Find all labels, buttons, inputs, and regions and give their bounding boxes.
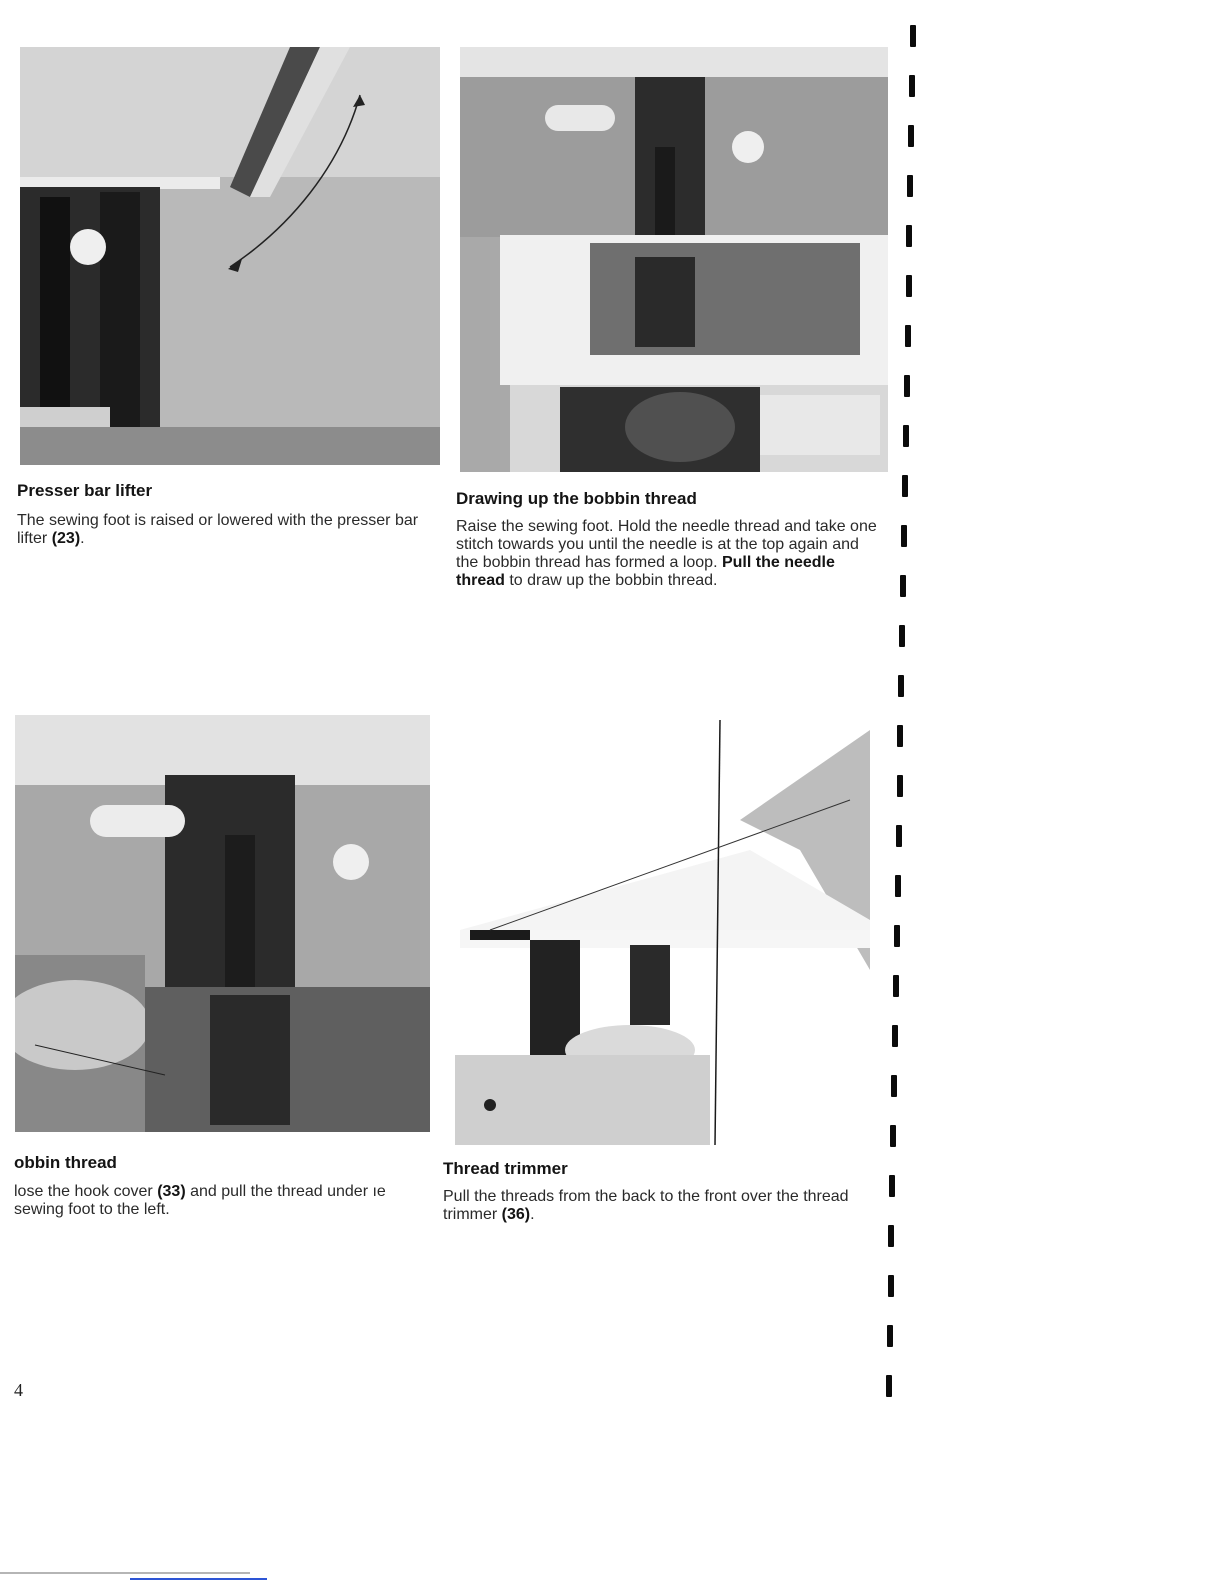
binding-mark: [903, 425, 909, 447]
binding-mark: [887, 1325, 893, 1347]
binding-mark: [897, 725, 903, 747]
binding-mark: [906, 225, 912, 247]
binding-mark: [888, 1225, 894, 1247]
drawing-up-bobbin-heading: Drawing up the bobbin thread: [456, 489, 697, 508]
binding-mark: [904, 375, 910, 397]
thread-trimmer-photo: [450, 720, 875, 1145]
binding-mark: [909, 75, 915, 97]
link-underline: [130, 1578, 267, 1580]
binding-mark: [899, 625, 905, 647]
binding-mark: [897, 775, 903, 797]
binding-mark: [901, 525, 907, 547]
binding-mark: [907, 175, 913, 197]
binding-mark: [908, 125, 914, 147]
binding-mark: [910, 25, 916, 47]
binding-mark: [898, 675, 904, 697]
bobbin-thread-description: lose the hook cover (33) and pull the thread under ıe sewing foot to the left.: [14, 1183, 386, 1218]
page-number: 4: [14, 1380, 23, 1400]
binding-mark: [886, 1375, 892, 1397]
binding-mark: [893, 975, 899, 997]
binding-mark: [896, 825, 902, 847]
bobbin-thread-heading: obbin thread: [14, 1153, 117, 1172]
thread-trimmer-heading: Thread trimmer: [443, 1159, 568, 1178]
binding-mark: [894, 925, 900, 947]
binding-mark: [889, 1175, 895, 1197]
presser-bar-lifter-photo: [20, 47, 440, 465]
binding-mark: [891, 1075, 897, 1097]
binding-mark: [905, 325, 911, 347]
presser-bar-lifter-heading: Presser bar lifter: [17, 481, 153, 500]
binding-mark: [892, 1025, 898, 1047]
binding-mark: [902, 475, 908, 497]
binding-mark: [900, 575, 906, 597]
bobbin-thread-under-foot-photo: [15, 715, 430, 1132]
binding-mark: [888, 1275, 894, 1297]
binding-marks: [880, 25, 920, 1425]
thread-trimmer-description: Pull the threads from the back to the front over the thread trimmer (36).: [443, 1188, 849, 1223]
drawing-up-bobbin-description: Raise the sewing foot. Hold the needle thread and take one stitch towards you until the needle is at the top again and the bobbin thread has formed a loop. Pull the needle thread to draw up the bobbin thread.: [456, 518, 877, 589]
presser-bar-lifter-description: The sewing foot is raised or lowered with the presser bar lifter (23).: [17, 512, 419, 547]
bobbin-thread-drawing-photo: [460, 47, 888, 472]
binding-mark: [890, 1125, 896, 1147]
binding-mark: [895, 875, 901, 897]
binding-mark: [906, 275, 912, 297]
scan-rule: [0, 1572, 250, 1574]
